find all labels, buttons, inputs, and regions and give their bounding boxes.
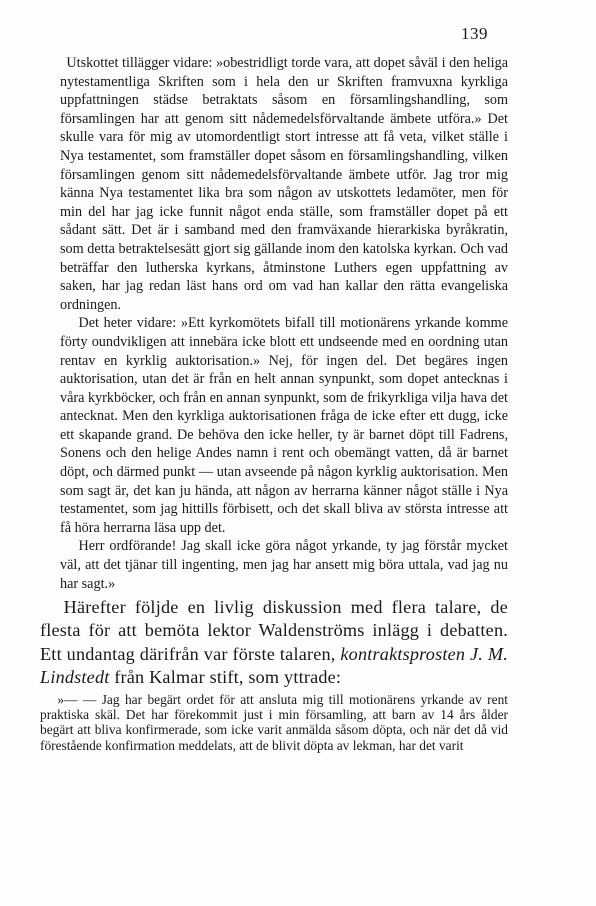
body-text: [40, 54, 508, 753]
narrative-text: Härefter följde en livlig diskussion med flera talare, de flesta för att bemöta lektor Waldenströms inlägg i debatten. Ett undantag därifrån var förste talaren,: [40, 597, 508, 664]
paragraph-2: Det heter vidare: »Ett kyrkomötets bifall till motionärens yrkande komme förty oundvikligen att innebära icke blott ett undseende med en oordning utan rentav en kyrklig auktorisation.» Nej, för ingen del. Det begäres ingen auktorisation, utan det är från en helt annan synpunkt, som dopet antecknas i våra kyrkböcker, och från en annan synpunkt, som de frikyrkliga vilja hava det antecknat. Men den kyrkliga auktorisationen fråga de icke efter ett dugg, icke ett skapande grand. De behöva den icke heller, ty är barnet döpt till Fadrens, Sonens och den helige Andes namn i rent och obemängt vatten, då är barnet döpt, och därmed punkt — utan avseende på någon kyrklig auktorisation. Men som sagt är, det kan ju hända, att någon av herrarna känner något ställe i Nya testamentet, som jag hittills förbisett, och det skall bliva av största intresse att få höra herrarna läsa upp det.: [60, 315, 508, 536]
paragraph-3: Herr ordförande! Jag skall icke göra något yrkande, ty jag förstår mycket väl, att det tjänar till ingenting, men jag har ansett mig böra uttala, vad jag nu har sagt.»: [60, 538, 508, 592]
narrative-paragraph: [40, 596, 508, 689]
speaker-title: kontraktsprosten: [340, 643, 466, 664]
narrative-text-end: från Kalmar stift, som yttrade:: [109, 666, 342, 687]
page-number: 139: [461, 24, 488, 43]
speaker-name: J. M. Lindstedt: [40, 643, 508, 687]
speech-paragraph: »— — Jag har begärt ordet för att ansluta mig till motionärens yrkande av rent praktiska skäl. Det har förekommit just i min församling, att barn av 14 års ålder begärt att bliva konfirmerade, som icke varit anmälda såsom döpta, och när det då vid förestående konfirmation meddelats, att de blivit döpta av lekman, har det varit: [40, 692, 508, 753]
paragraph-1: Utskottet tillägger vidare: »obestridligt torde vara, att dopet såväl i den heliga nytestamentliga Skriften som i hela den ur Skriften framvuxna kyrkliga uppfattningen städse betraktats såsom en församlingshandling, som församlingen har att genom sitt nådemedelsförvaltande ämbete utföra.» Det skulle vara för mig av utomordentligt stort intresse att få veta, vilket ställe i Nya testamentet, som framställer dopet såsom en församlingshandling, vilken församlingen genom sitt nådemedelsförvaltande ämbete utför. Jag tror mig känna Nya testamentet lika bra som någon av utskottets ledamöter, men för min del har jag icke funnit något enda ställe, som framställer dopet på ett sådant sätt. Det är i samband med den framväxande hierarkiska byråkratin, som detta betraktelsesätt gjort sig gällande inom den katolska kyrkan. Och vad beträffar den lutherska kyrkans, åtminstone Luthers egen uppfattning av saken, har jag redan läst hans ord om vad han kallar den rätta evangeliska ordningen.: [60, 55, 508, 313]
